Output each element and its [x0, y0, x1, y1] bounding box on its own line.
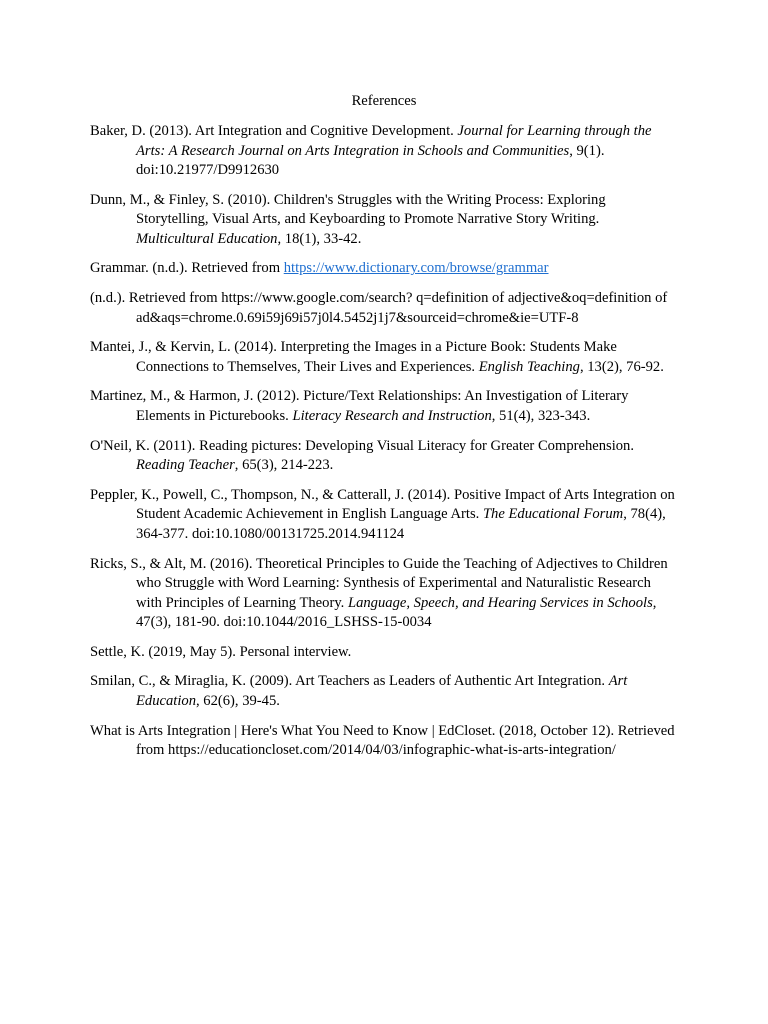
reference-text: Mantei, J., & Kervin, L. (2014). Interpreting the Images in a Picture Book: Students Make Connections to Themselves, Their Lives and Experiences.: [90, 339, 617, 375]
reference-details: , 62(6), 39-45.: [196, 692, 280, 709]
reference-text: Baker, D. (2013). Art Integration and Cognitive Development.: [90, 123, 458, 139]
reference-text: (n.d.). Retrieved from https://www.google.com/search? q=definition of adjective&oq=definition of ad&aqs=chrome.0.69i59j69i57j0l4.5452j1j7&sourceid=chrome&ie=UTF-8: [90, 290, 668, 326]
reference-source: Literacy Research and Instruction: [292, 407, 492, 424]
reference-details: , 78(4), 364-377. doi:10.1080/00131725.2014.941124: [136, 506, 666, 542]
reference-text: Grammar. (n.d.). Retrieved from: [90, 260, 284, 277]
reference-details: , 9(1). doi:10.21977/D9912630: [136, 142, 605, 178]
reference-list: [90, 122, 680, 771]
reference-text: Martinez, M., & Harmon, J. (2012). Picture/Text Relationships: An Investigation of Literary Elements in Picturebooks.: [90, 388, 629, 424]
reference-item: [90, 555, 680, 633]
reference-source: Journal for Learning through the Arts: A Research Journal on Arts Integration in Schools and Communities: [136, 123, 652, 159]
reference-details: , 51(4), 323-343.: [491, 407, 591, 424]
reference-item: [90, 289, 680, 328]
reference-item: [90, 259, 680, 279]
reference-text: O'Neil, K. (2011). Reading pictures: Developing Visual Literacy for Greater Comprehension.: [90, 437, 635, 454]
reference-text: What is Arts Integration | Here's What You Need to Know | EdCloset. (2018, October 12). Retrieved from https://educationcloset.com/2014/04/03/infographic-what-is-arts-integration/: [90, 722, 675, 759]
reference-text: Settle, K. (2019, May 5). Personal interview.: [90, 643, 352, 660]
reference-item: [90, 338, 680, 377]
reference-item: [90, 191, 680, 250]
reference-source: Art Education: [136, 673, 628, 709]
reference-source: Language, Speech, and Hearing Services in Schools: [347, 594, 653, 611]
reference-text: Dunn, M., & Finley, S. (2010). Children's Struggles with the Writing Process: Exploring Storytelling, Visual Arts, and Keyboarding to Promote Narrative Story Writing.: [90, 191, 606, 228]
reference-source: Multicultural Education: [136, 230, 278, 247]
reference-item: [90, 672, 680, 711]
reference-item: [90, 722, 680, 761]
reference-item: [90, 122, 680, 181]
reference-link[interactable]: https://www.dictionary.com/browse/grammar: [283, 260, 549, 277]
reference-details: , 18(1), 33-42.: [277, 230, 362, 247]
reference-text: Smilan, C., & Miraglia, K. (2009). Art Teachers as Leaders of Authentic Art Integration.: [90, 673, 609, 690]
reference-details: , 47(3), 181-90. doi:10.1044/2016_LSHSS-15-0034: [136, 594, 657, 630]
reference-details: , 13(2), 76-92.: [579, 358, 664, 375]
reference-source: Reading Teacher: [136, 457, 235, 474]
reference-text: Ricks, S., & Alt, M. (2016). Theoretical Principles to Guide the Teaching of Adjectives to Children who Struggle with Word Learning: Synthesis of Experimental and Naturalistic Research with Principles of Learning Theory.: [90, 555, 668, 611]
reference-item: [90, 387, 680, 426]
page-title: References: [351, 93, 417, 109]
reference-text: Peppler, K., Powell, C., Thompson, N., & Catterall, J. (2014). Positive Impact of Arts Integration on Student Academic Achievement in English Language Arts.: [90, 486, 675, 523]
reference-item: [90, 437, 680, 476]
reference-details: , 65(3), 214-223.: [234, 457, 334, 474]
reference-item: [90, 486, 680, 545]
reference-source: The Educational Forum: [482, 506, 624, 523]
reference-source: English Teaching: [478, 358, 580, 375]
reference-item: [90, 643, 680, 663]
